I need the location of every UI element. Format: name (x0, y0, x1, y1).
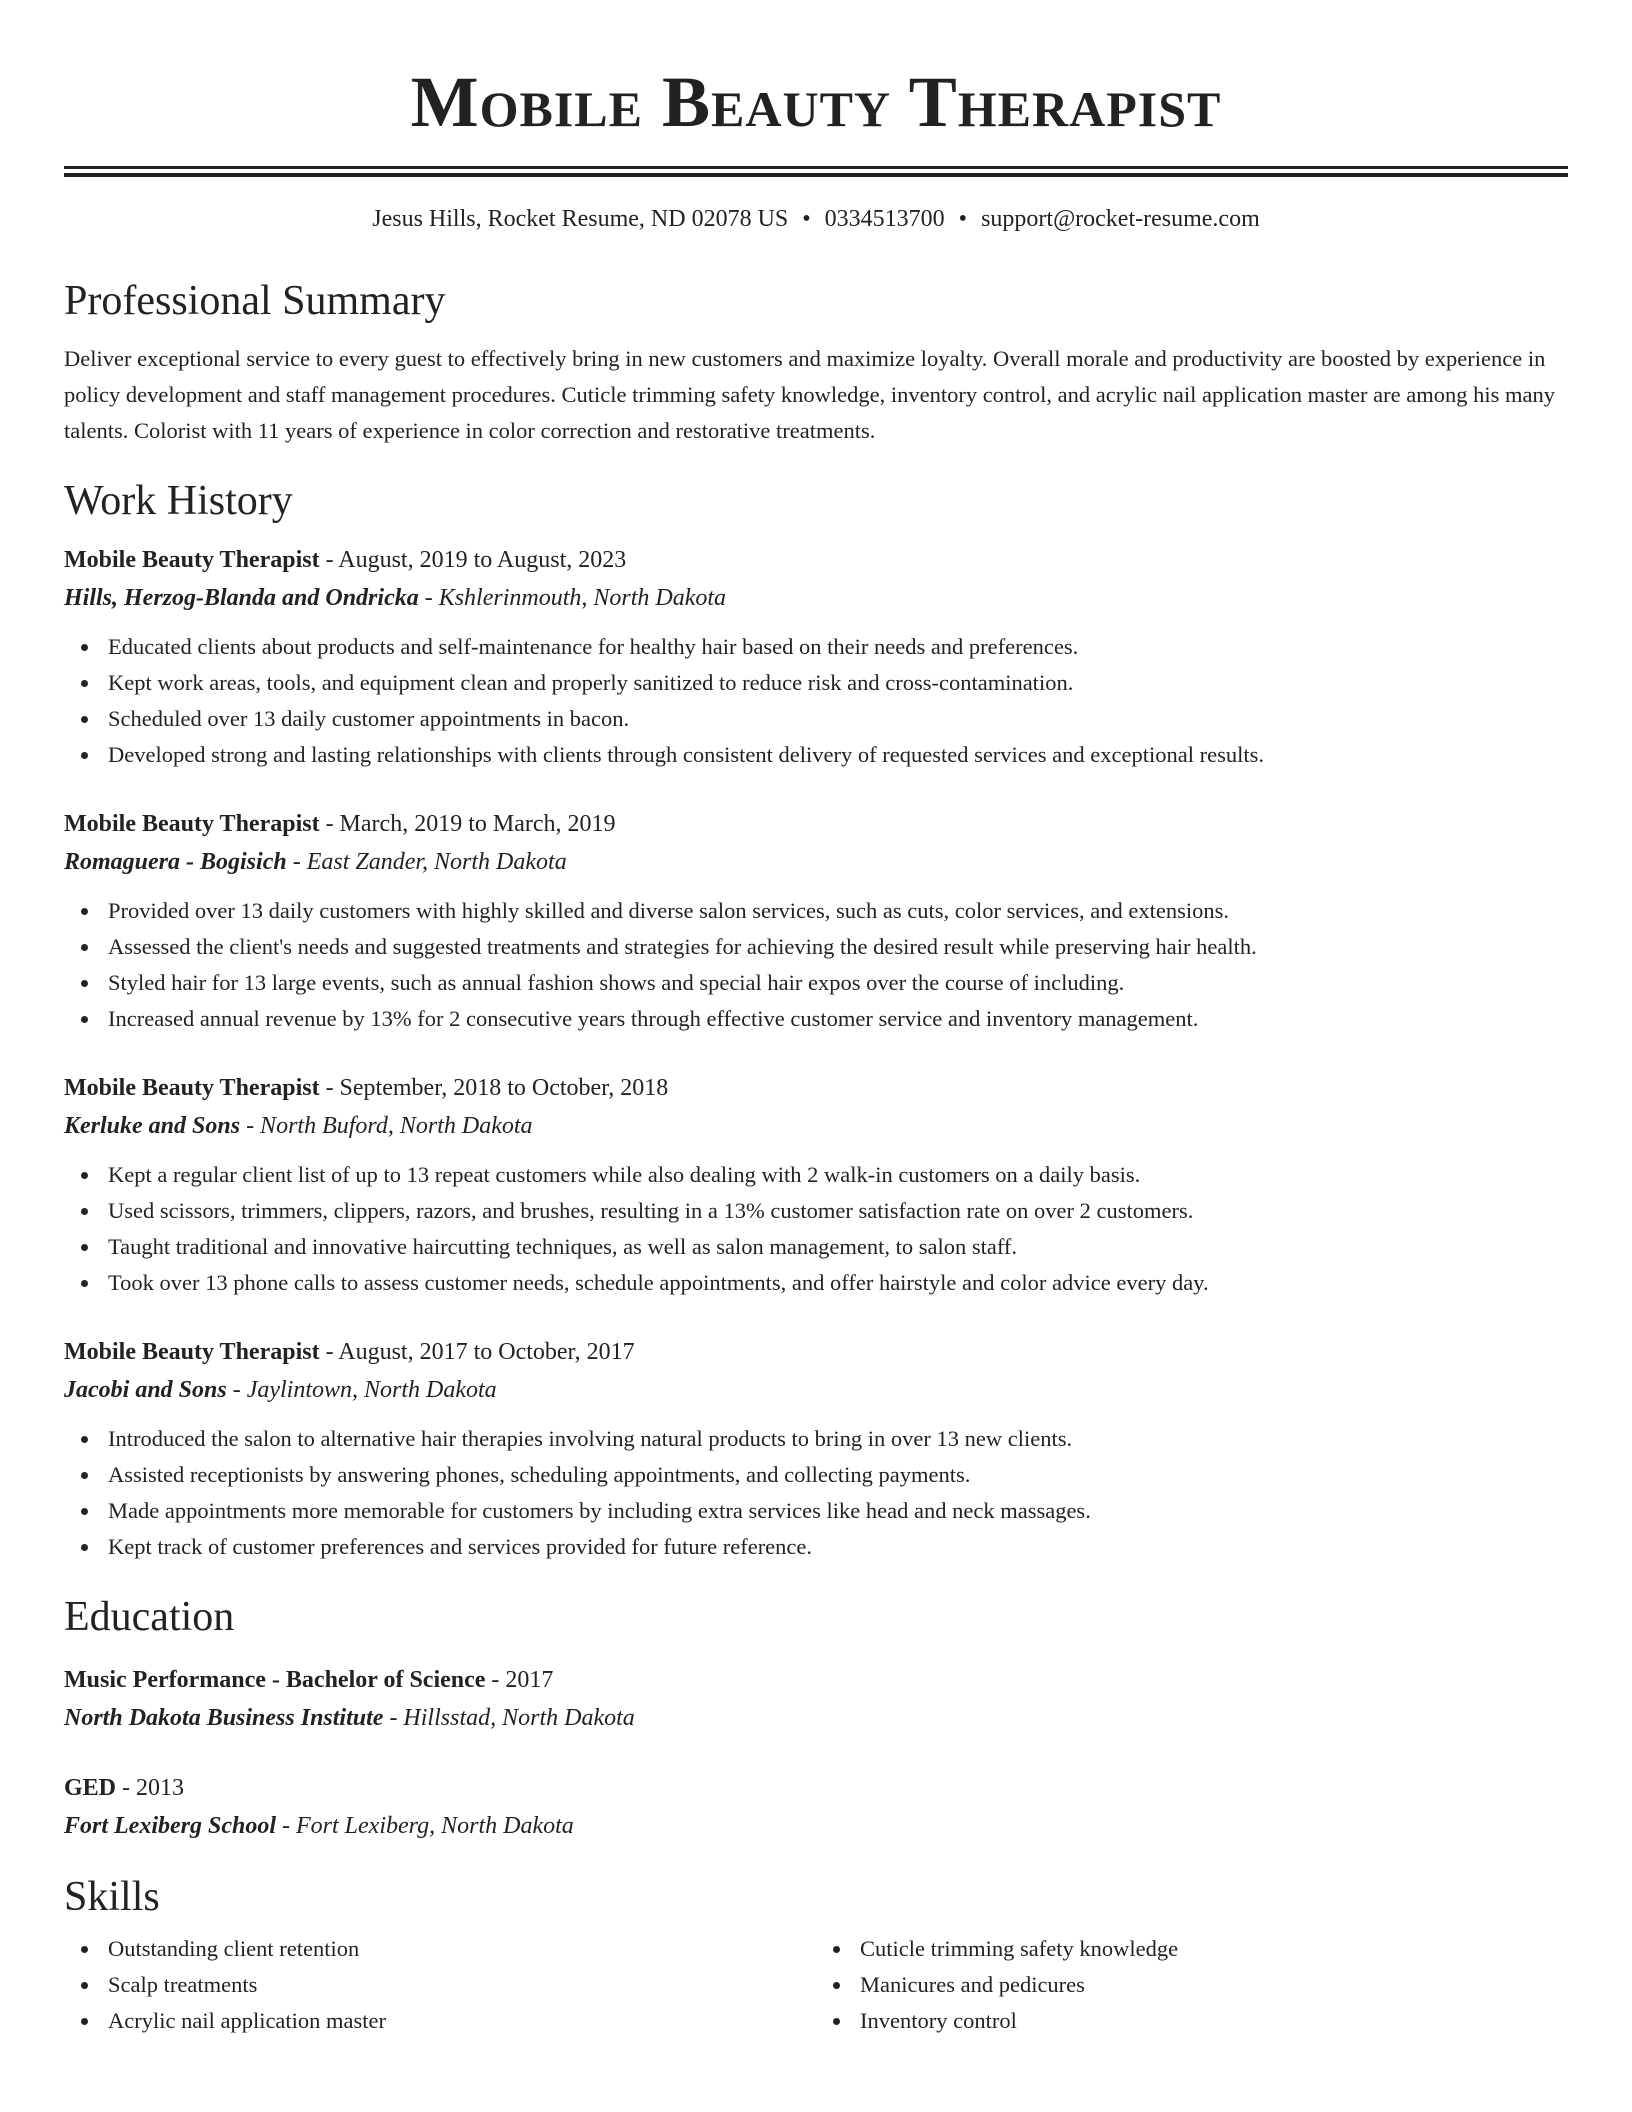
list-item: Kept work areas, tools, and equipment clean and properly sanitized to reduce risk and cross-contamination. (108, 665, 1568, 701)
education-entry (64, 1661, 1568, 1737)
job-entry (64, 1069, 1568, 1301)
summary-text: Deliver exceptional service to every guest to effectively bring in new customers and maximize loyalty. Overall morale and productivity are boosted by experience in policy development and staff management procedures. Cuticle trimming safety knowledge, inventory control, and acrylic nail application master are among his many talents. Colorist with 11 years of experience in color correction and restorative treatments. (64, 346, 1555, 443)
skill-item: Acrylic nail application master (108, 2003, 816, 2039)
job-position: Mobile Beauty Therapist (64, 1075, 320, 1101)
job-title-line (64, 1333, 1568, 1371)
list-item: Educated clients about products and self-maintenance for healthy hair based on their needs and preferences. (108, 629, 1568, 665)
education-degree: Music Performance - Bachelor of Science (64, 1667, 486, 1693)
job-entry (64, 541, 1568, 773)
education-heading: Education (64, 1594, 235, 1640)
job-position: Mobile Beauty Therapist (64, 1339, 320, 1365)
skills-heading: Skills (64, 1874, 160, 1920)
job-bullets (64, 1157, 1568, 1301)
job-company: Romaguera - Bogisich (64, 849, 287, 875)
job-company: Jacobi and Sons (64, 1377, 227, 1403)
education-year: - 2017 (485, 1667, 554, 1693)
job-company-line (64, 1107, 1568, 1145)
job-dates: - August, 2017 to October, 2017 (319, 1339, 635, 1365)
job-entry (64, 1333, 1568, 1565)
list-item: Scheduled over 13 daily customer appointments in bacon. (108, 701, 1568, 737)
list-item: Used scissors, trimmers, clippers, razors, and brushes, resulting in a 13% customer satisfaction rate on over 2 customers. (108, 1193, 1568, 1229)
education-year: - 2013 (116, 1775, 185, 1801)
list-item: Developed strong and lasting relationships with clients through consistent delivery of requested services and exceptional results. (108, 737, 1568, 773)
job-location: - Jaylintown, North Dakota (226, 1377, 497, 1403)
list-item: Kept a regular client list of up to 13 repeat customers while also dealing with 2 walk-in customers on a daily basis. (108, 1157, 1568, 1193)
header-divider (64, 166, 1568, 177)
education-degree-line (64, 1661, 1568, 1699)
job-title-line (64, 541, 1568, 579)
job-company: Hills, Herzog-Blanda and Ondricka (64, 585, 419, 611)
summary-heading: Professional Summary (64, 278, 446, 324)
education-degree-line (64, 1769, 1568, 1807)
resume-page (64, 0, 1568, 2039)
job-bullets (64, 1421, 1568, 1565)
contact-address: Jesus Hills, Rocket Resume, ND 02078 US (372, 206, 789, 232)
contact-separator: • (958, 206, 968, 232)
job-company-line (64, 1371, 1568, 1409)
job-position: Mobile Beauty Therapist (64, 547, 320, 573)
job-dates: - March, 2019 to March, 2019 (319, 811, 616, 837)
job-location: - North Buford, North Dakota (240, 1113, 533, 1139)
skill-item: Inventory control (860, 2003, 1568, 2039)
job-bullets (64, 629, 1568, 773)
resume-name: Mobile Beauty Therapist (410, 62, 1222, 142)
skill-item: Scalp treatments (108, 1967, 816, 2003)
list-item: Introduced the salon to alternative hair therapies involving natural products to bring in over 13 new clients. (108, 1421, 1568, 1457)
job-entry (64, 805, 1568, 1037)
list-item: Kept track of customer preferences and services provided for future reference. (108, 1529, 1568, 1565)
education-school: Fort Lexiberg School (64, 1813, 277, 1839)
list-item: Increased annual revenue by 13% for 2 consecutive years through effective customer service and inventory management. (108, 1001, 1568, 1037)
list-item: Took over 13 phone calls to assess customer needs, schedule appointments, and offer hairstyle and color advice every day. (108, 1265, 1568, 1301)
education-location: - Fort Lexiberg, North Dakota (276, 1813, 574, 1839)
job-title-line (64, 1069, 1568, 1107)
list-item: Assisted receptionists by answering phones, scheduling appointments, and collecting payments. (108, 1457, 1568, 1493)
contact-phone: 0334513700 (824, 206, 945, 232)
skill-item: Outstanding client retention (108, 1931, 816, 1967)
job-location: - Kshlerinmouth, North Dakota (418, 585, 727, 611)
list-item: Assessed the client's needs and suggested treatments and strategies for achieving the desired result while preserving hair health. (108, 929, 1568, 965)
education-school-line (64, 1699, 1568, 1737)
contact-email: support@rocket-resume.com (981, 206, 1260, 232)
list-item: Made appointments more memorable for customers by including extra services like head and neck massages. (108, 1493, 1568, 1529)
education-school: North Dakota Business Institute (64, 1705, 384, 1731)
job-position: Mobile Beauty Therapist (64, 811, 320, 837)
education-degree: GED (64, 1775, 117, 1801)
job-bullets (64, 893, 1568, 1037)
education-school-line (64, 1807, 1568, 1845)
job-company-line (64, 579, 1568, 617)
list-item: Provided over 13 daily customers with highly skilled and diverse salon services, such as cuts, color services, and extensions. (108, 893, 1568, 929)
contact-separator: • (802, 206, 811, 232)
work-history-heading: Work History (64, 478, 293, 524)
job-dates: - September, 2018 to October, 2018 (319, 1075, 669, 1101)
job-company: Kerluke and Sons (64, 1113, 241, 1139)
education-location: - Hillsstad, North Dakota (383, 1705, 635, 1731)
skill-item: Cuticle trimming safety knowledge (860, 1931, 1568, 1967)
skills-column-left (64, 1931, 816, 2039)
skill-item: Manicures and pedicures (860, 1967, 1568, 2003)
job-dates: - August, 2019 to August, 2023 (319, 547, 627, 573)
job-company-line (64, 843, 1568, 881)
job-location: - East Zander, North Dakota (286, 849, 567, 875)
list-item: Taught traditional and innovative haircutting techniques, as well as salon management, to salon staff. (108, 1229, 1568, 1265)
skills-column-right (816, 1931, 1568, 2039)
contact-line (64, 203, 1568, 235)
skills-list (64, 1931, 1568, 2039)
education-entry (64, 1769, 1568, 1845)
job-title-line (64, 805, 1568, 843)
list-item: Styled hair for 13 large events, such as annual fashion shows and special hair expos over the course of including. (108, 965, 1568, 1001)
